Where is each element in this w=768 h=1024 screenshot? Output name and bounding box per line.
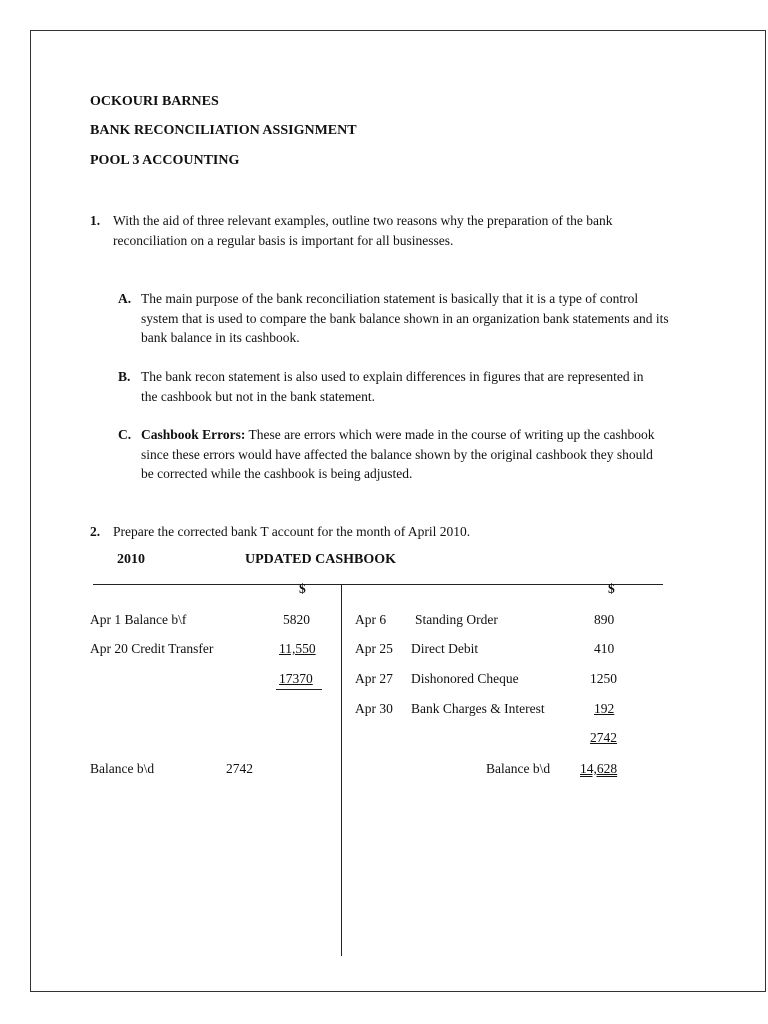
debit-entry-amount: 5820 xyxy=(283,612,310,627)
answer-c-body: These are errors which were made in the course of writing up the cashbook since these errors would have affected the balance shown by the original cashbook they should be corrected while the cashbook is being adjusted. xyxy=(141,427,655,481)
credit-entry-date: Apr 30 xyxy=(355,701,393,716)
debit-total: 17370 xyxy=(279,671,313,686)
question-2-number: 2. xyxy=(90,524,101,539)
credit-entry-date: Apr 25 xyxy=(355,641,393,656)
debit-entry-desc: Apr 1 Balance b\f xyxy=(90,612,187,627)
credit-entry-amount: 890 xyxy=(594,612,615,627)
t-account-top-rule xyxy=(93,584,663,585)
credit-entry-desc: Direct Debit xyxy=(411,641,479,656)
assignment-title: BANK RECONCILIATION ASSIGNMENT xyxy=(90,123,357,138)
credit-entry-date: Apr 27 xyxy=(355,671,393,686)
cashbook-year: 2010 xyxy=(117,552,145,567)
debit-balance-value: 2742 xyxy=(226,761,253,776)
question-2-text: Prepare the corrected bank T account for the month of April 2010. xyxy=(113,524,471,539)
student-name: OCKOURI BARNES xyxy=(90,94,219,109)
course-title: POOL 3 ACCOUNTING xyxy=(90,153,240,168)
answer-b-letter: B. xyxy=(118,369,131,384)
t-account-center-rule xyxy=(341,584,342,956)
answer-a-letter: A. xyxy=(118,291,132,306)
credit-entry-desc: Dishonored Cheque xyxy=(411,671,519,686)
credit-subtotal: 2742 xyxy=(590,730,617,745)
credit-entry-date: Apr 6 xyxy=(355,612,387,627)
question-1-number: 1. xyxy=(90,213,101,228)
debit-entry-desc: Apr 20 Credit Transfer xyxy=(90,641,214,656)
question-1-text: With the aid of three relevant examples, outline two reasons why the preparation of the bank reconciliation on a regular basis is important for all businesses. xyxy=(113,213,613,248)
answer-c-letter: C. xyxy=(118,427,132,442)
credit-entry-amount: 1250 xyxy=(590,671,617,686)
debit-currency-symbol: $ xyxy=(299,581,306,596)
document-page xyxy=(30,30,766,992)
answer-a-text: The main purpose of the bank reconciliation statement is basically that it is a type of control system that is used to compare the bank balance shown in an organization bank statements and its bank balance in its cashbook. xyxy=(141,291,669,345)
debit-entry-amount: 11,550 xyxy=(279,641,316,656)
credit-balance-label: Balance b\d xyxy=(486,761,551,776)
answer-b-text: The bank recon statement is also used to explain differences in figures that are represented in the cashbook but not in the bank statement. xyxy=(141,369,644,404)
answer-c-bold-label: Cashbook Errors: xyxy=(141,427,246,442)
credit-currency-symbol: $ xyxy=(608,581,615,596)
debit-balance-label: Balance b\d xyxy=(90,761,155,776)
credit-entry-desc: Bank Charges & Interest xyxy=(411,701,545,716)
credit-entry-amount: 410 xyxy=(594,641,615,656)
debit-total-rule xyxy=(276,689,322,690)
credit-balance-value: 14,628 xyxy=(580,761,618,776)
credit-entry-amount: 192 xyxy=(594,701,615,716)
credit-entry-desc: Standing Order xyxy=(415,612,498,627)
answer-c-text xyxy=(141,425,666,484)
cashbook-title: UPDATED CASHBOOK xyxy=(245,552,397,567)
